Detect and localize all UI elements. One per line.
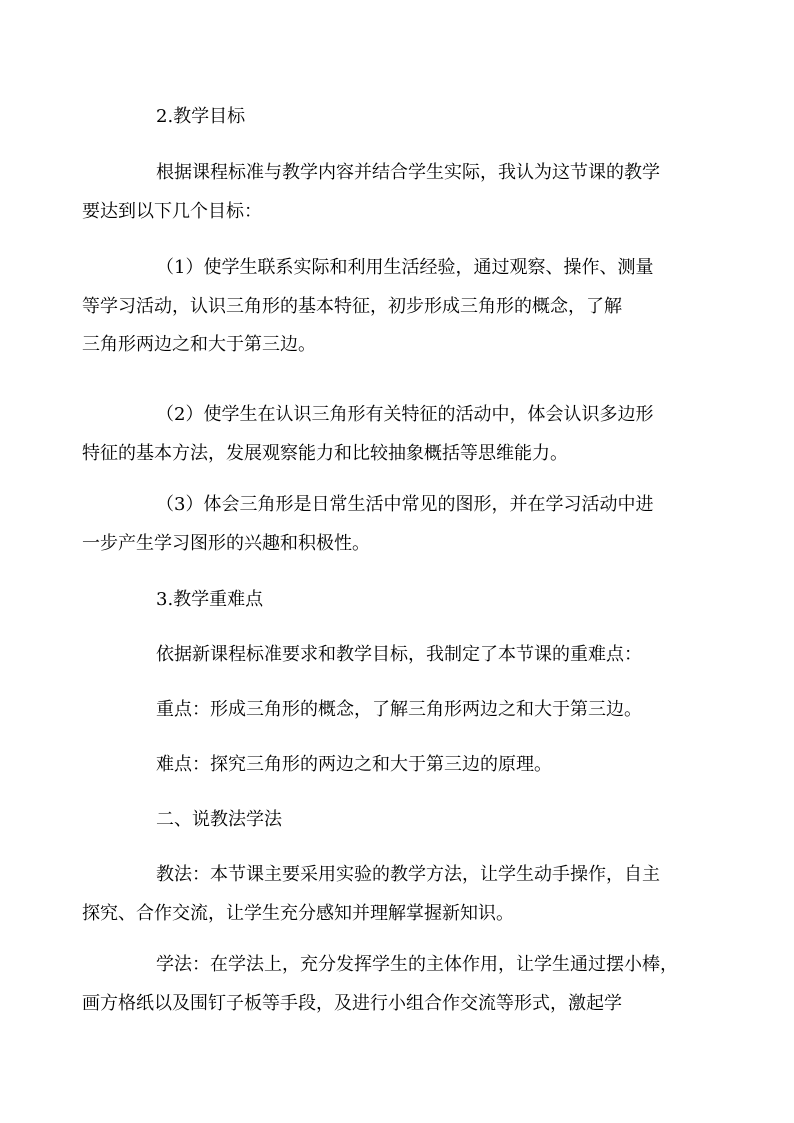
paragraph-line: （1）使学生联系实际和利用生活经验，通过观察、操作、测量 <box>156 257 654 278</box>
heading-text: 二、说教法学法 <box>156 809 282 830</box>
heading-teaching-objectives <box>119 98 677 137</box>
paragraph-line: 学法：在学法上，充分发挥学生的主体作用，让学生通过摆小棒， <box>156 954 678 975</box>
paragraph-line: 画方格纸以及围钉子板等手段，及进行小组合作交流等形式，激起学 <box>82 992 622 1014</box>
paragraph-line: 根据课程标准与教学内容并结合学生实际，我认为这节课的教学 <box>156 162 660 183</box>
heading-key-difficult-points <box>119 581 677 620</box>
objective-3-paragraph <box>82 486 677 563</box>
paragraph-line: （2）使学生在认识三角形有关特征的活动中，体会认识多边形 <box>156 404 654 425</box>
heading-text: 3.教学重难点 <box>156 589 264 610</box>
difficult-point-paragraph <box>119 746 677 785</box>
paragraph-line: 教法：本节课主要采用实验的教学方法，让学生动手操作，自主 <box>156 864 660 885</box>
paragraph-line: 一步产生学习图形的兴趣和积极性。 <box>82 532 370 554</box>
paragraph-line: 要达到以下几个目标： <box>82 200 262 222</box>
key-point-paragraph <box>119 691 677 730</box>
paragraph-line: 依据新课程标准要求和教学目标，我制定了本节课的重难点： <box>156 644 642 665</box>
heading-text: 2.教学目标 <box>156 106 246 127</box>
learning-method-paragraph <box>82 946 678 1023</box>
paragraph-line: 特征的基本方法，发展观察能力和比较抽象概括等思维能力。 <box>82 442 568 464</box>
paragraph-line: 难点：探究三角形的两边之和大于第三边的原理。 <box>156 754 552 775</box>
paragraph-line: 等学习活动，认识三角形的基本特征，初步形成三角形的概念，了解 <box>82 295 622 317</box>
key-points-intro-paragraph <box>119 636 677 675</box>
teaching-method-paragraph <box>82 856 677 933</box>
heading-teaching-learning-methods <box>119 801 677 840</box>
paragraph-line: 探究、合作交流，让学生充分感知并理解掌握新知识。 <box>82 902 514 924</box>
paragraph-line: （3）体会三角形是日常生活中常见的图形，并在学习活动中进 <box>156 494 654 515</box>
objectives-intro-paragraph <box>82 154 677 231</box>
paragraph-line: 三角形两边之和大于第三边。 <box>82 334 316 355</box>
objective-2-paragraph <box>82 396 677 473</box>
objective-1-paragraph <box>82 249 677 365</box>
paragraph-line: 重点：形成三角形的概念，了解三角形两边之和大于第三边。 <box>156 699 642 720</box>
